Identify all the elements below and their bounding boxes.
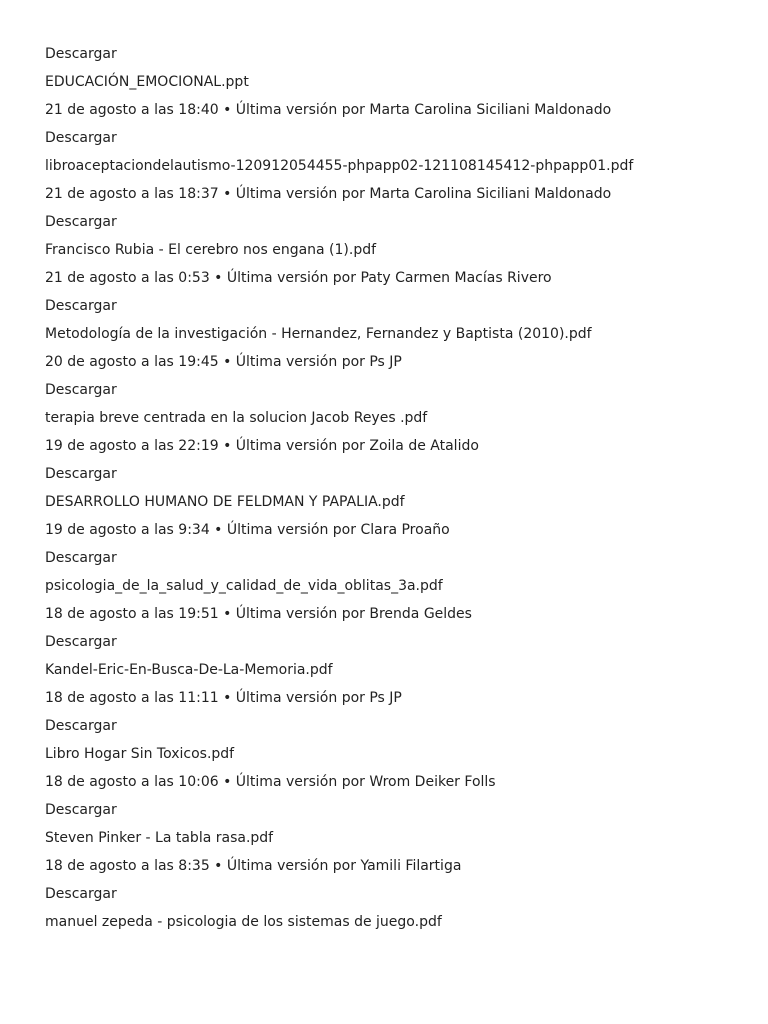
file-name[interactable]: Kandel-Eric-En-Busca-De-La-Memoria.pdf [45,662,333,678]
download-link[interactable]: Descargar [45,634,117,650]
file-name[interactable]: manuel zepeda - psicologia de los sistemas de juego.pdf [45,914,442,930]
download-link[interactable]: Descargar [45,46,117,62]
download-link[interactable]: Descargar [45,718,117,734]
file-entry [45,376,745,460]
file-name[interactable]: DESARROLLO HUMANO DE FELDMAN Y PAPALIA.pdf [45,494,405,510]
file-entry [45,460,745,544]
file-version-meta: 21 de agosto a las 0:53 • Última versión por Paty Carmen Macías Rivero [45,270,552,286]
file-entry [45,880,745,936]
file-version-meta: 18 de agosto a las 8:35 • Última versión por Yamili Filartiga [45,858,462,874]
file-entry [45,40,745,124]
file-entry [45,124,745,208]
file-entry [45,628,745,712]
download-link[interactable]: Descargar [45,130,117,146]
file-version-meta: 19 de agosto a las 22:19 • Última versión por Zoila de Atalido [45,438,479,454]
file-name[interactable]: EDUCACIÓN_EMOCIONAL.ppt [45,74,249,90]
download-link[interactable]: Descargar [45,802,117,818]
file-entry [45,796,745,880]
file-entry [45,544,745,628]
download-link[interactable]: Descargar [45,382,117,398]
file-version-meta: 18 de agosto a las 10:06 • Última versión por Wrom Deiker Folls [45,774,496,790]
file-entry [45,712,745,796]
download-link[interactable]: Descargar [45,886,117,902]
file-name[interactable]: terapia breve centrada en la solucion Jacob Reyes .pdf [45,410,428,426]
file-name[interactable]: Metodología de la investigación - Hernandez, Fernandez y Baptista (2010).pdf [45,326,592,342]
file-entry [45,208,745,292]
download-link[interactable]: Descargar [45,214,117,230]
file-name[interactable]: Libro Hogar Sin Toxicos.pdf [45,746,235,762]
file-version-meta: 18 de agosto a las 11:11 • Última versión por Ps JP [45,690,402,706]
download-link[interactable]: Descargar [45,466,117,482]
file-version-meta: 18 de agosto a las 19:51 • Última versión por Brenda Geldes [45,606,472,622]
file-list [45,40,745,936]
file-entry [45,292,745,376]
file-name[interactable]: Steven Pinker - La tabla rasa.pdf [45,830,274,846]
download-link[interactable]: Descargar [45,550,117,566]
download-link[interactable]: Descargar [45,298,117,314]
file-version-meta: 21 de agosto a las 18:40 • Última versión por Marta Carolina Siciliani Maldonado [45,102,612,118]
file-name[interactable]: psicologia_de_la_salud_y_calidad_de_vida_oblitas_3a.pdf [45,578,443,594]
file-version-meta: 19 de agosto a las 9:34 • Última versión por Clara Proaño [45,522,450,538]
file-version-meta: 21 de agosto a las 18:37 • Última versión por Marta Carolina Siciliani Maldonado [45,186,612,202]
file-name[interactable]: libroaceptaciondelautismo-120912054455-phpapp02-121108145412-phpapp01.pdf [45,158,634,174]
file-version-meta: 20 de agosto a las 19:45 • Última versión por Ps JP [45,354,402,370]
file-name[interactable]: Francisco Rubia - El cerebro nos engana (1).pdf [45,242,377,258]
